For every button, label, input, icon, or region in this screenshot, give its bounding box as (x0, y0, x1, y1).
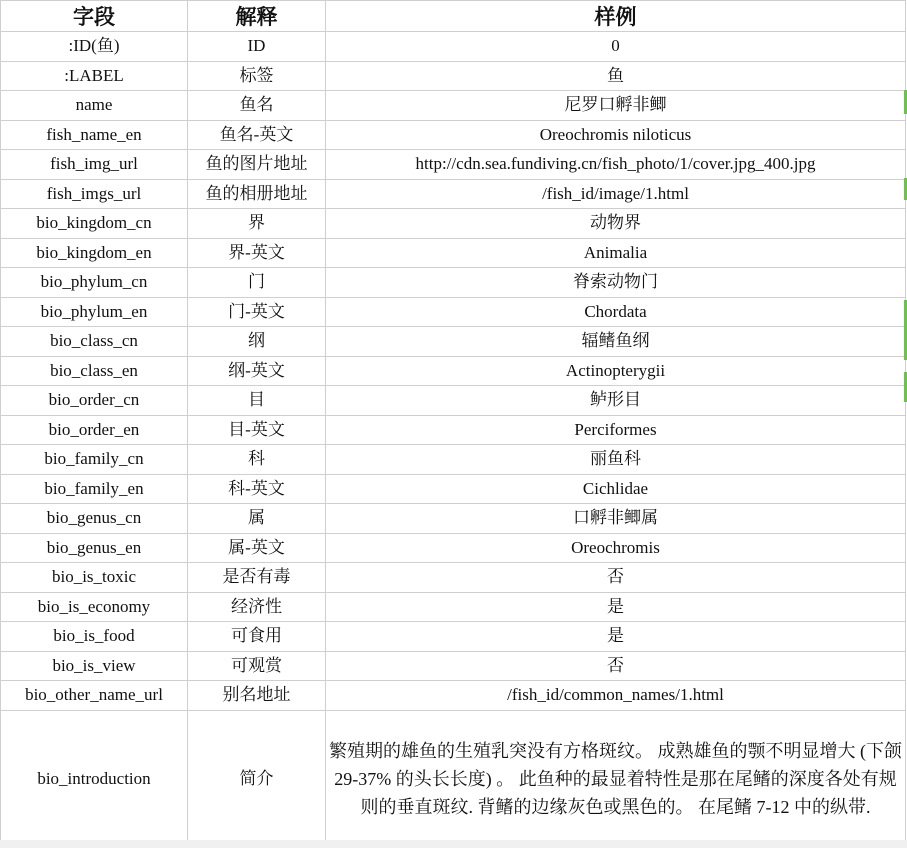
cell-field: bio_introduction (1, 710, 188, 847)
cell-field: bio_kingdom_en (1, 238, 188, 268)
cell-field: fish_name_en (1, 120, 188, 150)
cell-example: 丽鱼科 (326, 445, 906, 475)
cell-example: Animalia (326, 238, 906, 268)
cell-example: Perciformes (326, 415, 906, 445)
cell-field: fish_imgs_url (1, 179, 188, 209)
table-row (1, 327, 906, 357)
cell-field: name (1, 91, 188, 121)
cell-field: bio_family_en (1, 474, 188, 504)
table-row (1, 563, 906, 593)
cell-field: bio_genus_en (1, 533, 188, 563)
table-row (1, 32, 906, 62)
cell-desc: 目 (188, 386, 326, 416)
cell-desc: 鱼的图片地址 (188, 150, 326, 180)
cell-example: 鲈形目 (326, 386, 906, 416)
cell-example: Oreochromis (326, 533, 906, 563)
cell-desc: 科-英文 (188, 474, 326, 504)
cell-desc: 标签 (188, 61, 326, 91)
cell-field: bio_is_economy (1, 592, 188, 622)
cell-desc: 门-英文 (188, 297, 326, 327)
cell-desc: 经济性 (188, 592, 326, 622)
cell-example: Oreochromis niloticus (326, 120, 906, 150)
cell-field: bio_order_cn (1, 386, 188, 416)
cell-field: bio_genus_cn (1, 504, 188, 534)
cell-example: 尼罗口孵非鲫 (326, 91, 906, 121)
cell-example: 鱼 (326, 61, 906, 91)
table-row (1, 238, 906, 268)
cell-field: fish_img_url (1, 150, 188, 180)
cell-field: bio_phylum_en (1, 297, 188, 327)
cell-desc: 门 (188, 268, 326, 298)
cell-desc: 纲 (188, 327, 326, 357)
cell-example: Cichlidae (326, 474, 906, 504)
cell-field: bio_class_cn (1, 327, 188, 357)
table-row (1, 209, 906, 239)
table-row (1, 91, 906, 121)
cell-example: 辐鳍鱼纲 (326, 327, 906, 357)
table-row (1, 415, 906, 445)
cell-field: bio_other_name_url (1, 681, 188, 711)
cell-field: bio_is_toxic (1, 563, 188, 593)
table-row (1, 504, 906, 534)
cell-example: /fish_id/common_names/1.html (326, 681, 906, 711)
cell-desc: 鱼名 (188, 91, 326, 121)
table-body (1, 32, 906, 848)
cell-field: bio_family_cn (1, 445, 188, 475)
table-row (1, 622, 906, 652)
header-desc: 解释 (188, 1, 326, 32)
cell-example: /fish_id/image/1.html (326, 179, 906, 209)
cell-example: 口孵非鲫属 (326, 504, 906, 534)
cell-desc: 属 (188, 504, 326, 534)
cell-example: 动物界 (326, 209, 906, 239)
cell-field: :ID(鱼) (1, 32, 188, 62)
table-row (1, 297, 906, 327)
table-row (1, 651, 906, 681)
cell-field: :LABEL (1, 61, 188, 91)
cell-example: 是 (326, 592, 906, 622)
cell-desc: 科 (188, 445, 326, 475)
table-row (1, 681, 906, 711)
table-row (1, 533, 906, 563)
table-row (1, 150, 906, 180)
cell-field: bio_is_view (1, 651, 188, 681)
cell-desc: 简介 (188, 710, 326, 847)
cell-field: bio_order_en (1, 415, 188, 445)
cell-example: 否 (326, 651, 906, 681)
cell-example: Chordata (326, 297, 906, 327)
cell-field: bio_is_food (1, 622, 188, 652)
table-row (1, 268, 906, 298)
bottom-strip (0, 840, 907, 848)
table-row (1, 356, 906, 386)
cell-desc: 鱼的相册地址 (188, 179, 326, 209)
cell-desc: 是否有毒 (188, 563, 326, 593)
cell-desc: 界 (188, 209, 326, 239)
header-row (1, 1, 906, 32)
table-row (1, 120, 906, 150)
cell-desc: 属-英文 (188, 533, 326, 563)
cell-example: http://cdn.sea.fundiving.cn/fish_photo/1/cover.jpg_400.jpg (326, 150, 906, 180)
table-row (1, 592, 906, 622)
cell-field: bio_kingdom_cn (1, 209, 188, 239)
cell-desc: 可食用 (188, 622, 326, 652)
cell-field: bio_class_en (1, 356, 188, 386)
table-row (1, 179, 906, 209)
cell-desc: 界-英文 (188, 238, 326, 268)
table-row (1, 386, 906, 416)
header-field: 字段 (1, 1, 188, 32)
cell-example: 繁殖期的雄鱼的生殖乳突没有方格斑纹。 成熟雄鱼的颚不明显增大 (下颌 29-37% 的头长长度) 。 此鱼种的最显着特性是那在尾鳍的深度各处有规则的垂直斑纹. 背鳍的边缘灰色或黑色的。 在尾鳍 7-12 中的纵带. (326, 710, 906, 847)
cell-desc: 可观赏 (188, 651, 326, 681)
cell-example: 否 (326, 563, 906, 593)
cell-example: 脊索动物门 (326, 268, 906, 298)
cell-field: bio_phylum_cn (1, 268, 188, 298)
cell-desc: 目-英文 (188, 415, 326, 445)
table-row (1, 710, 906, 847)
cell-desc: 纲-英文 (188, 356, 326, 386)
table-row (1, 474, 906, 504)
table-row (1, 445, 906, 475)
cell-example: 是 (326, 622, 906, 652)
cell-desc: ID (188, 32, 326, 62)
cell-example: 0 (326, 32, 906, 62)
cell-desc: 鱼名-英文 (188, 120, 326, 150)
table-row (1, 61, 906, 91)
cell-example: Actinopterygii (326, 356, 906, 386)
cell-desc: 别名地址 (188, 681, 326, 711)
header-example: 样例 (326, 1, 906, 32)
